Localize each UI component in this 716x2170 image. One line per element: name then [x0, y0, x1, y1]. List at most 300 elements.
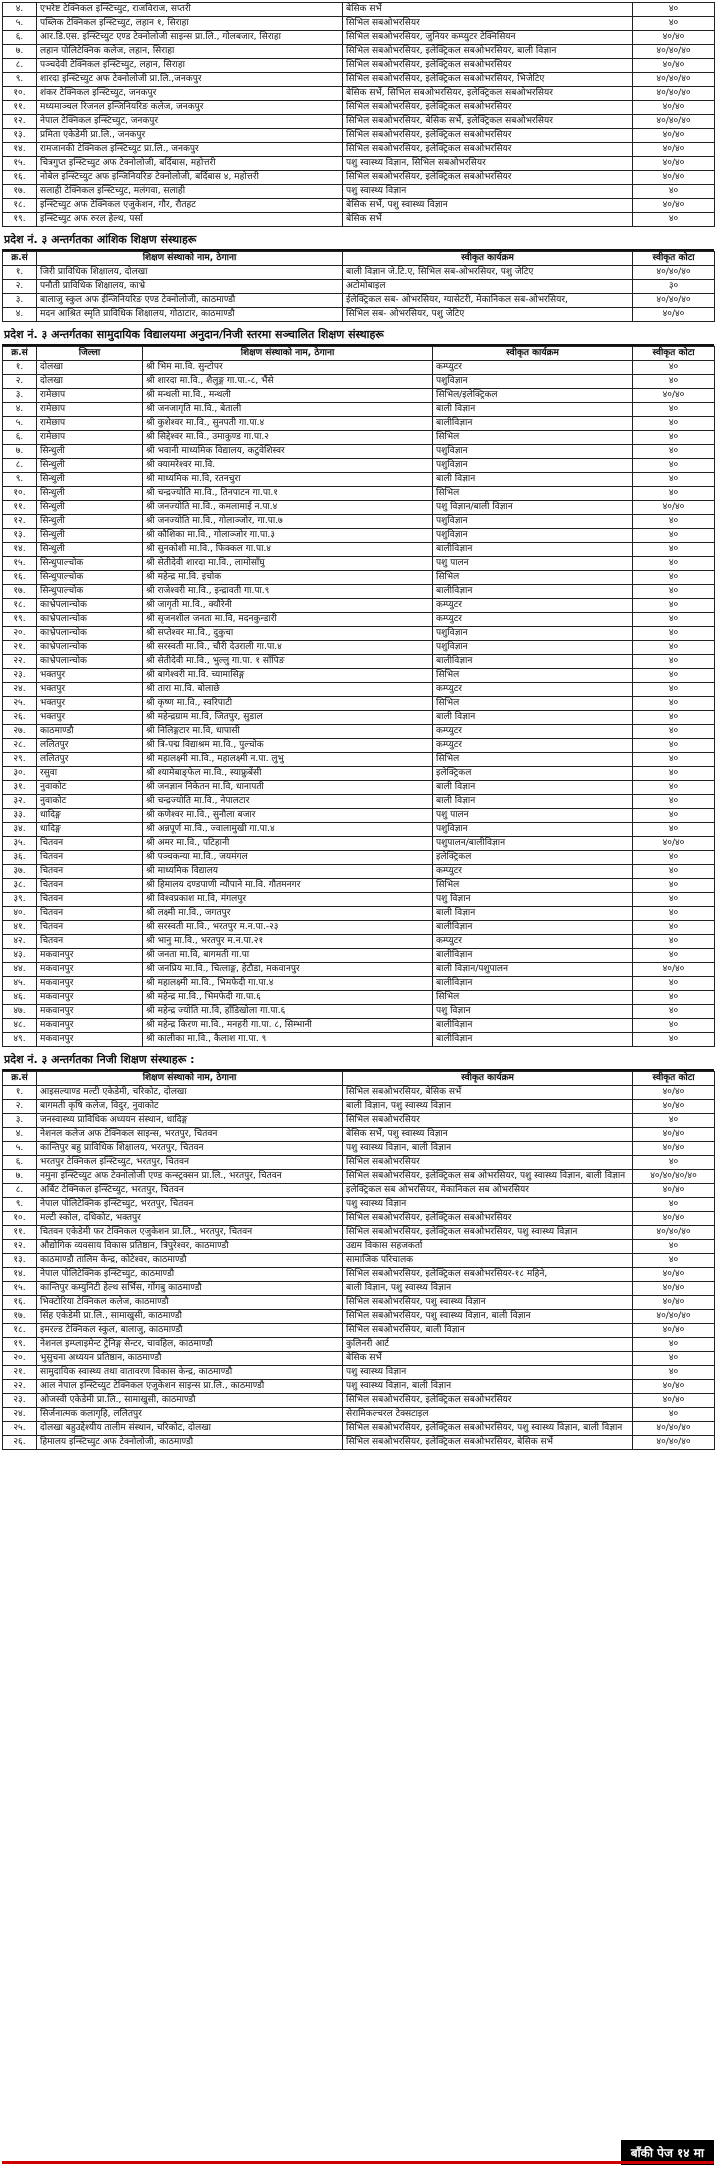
table-row	[3, 487, 715, 501]
cell-serial: ४०.	[3, 907, 37, 921]
cell-quota: ४०/४०/४०	[633, 1422, 715, 1436]
cell-serial: १९.	[3, 613, 37, 627]
cell-quota: ४०	[633, 753, 715, 767]
cell-institution: सिंह एकेडेमी प्रा.लि., सामाखुसी, काठमाण्डौ	[37, 1310, 343, 1324]
cell-program: सिभिल सबओभरसियर, बेसिक सर्भे	[343, 1086, 633, 1100]
cell-serial: ८.	[3, 459, 37, 473]
cell-serial: १०.	[3, 87, 37, 101]
cell-institution: श्री हिमालय दण्डपाणी न्यौपाने मा.वि. गौतमनगर	[143, 879, 433, 893]
cell-program: इलेक्ट्रिकल	[433, 767, 633, 781]
cell-quota: ४०	[633, 1352, 715, 1366]
cell-program: बालीविज्ञान	[433, 949, 633, 963]
table-row	[3, 101, 715, 115]
cell-institution: श्री चन्द्रज्योति मा.वि., तिनपाटन गा.पा.१	[143, 487, 433, 501]
cell-institution: एभरेष्ट टेक्निकल इन्स्टिच्युट, राजविराज, सप्तरी	[37, 3, 343, 17]
cell-institution: नोबेल इन्स्टिच्युट अफ इन्जिनियरिङ टेक्नोलोजी, बर्दिबास ४, महोत्तरी	[37, 171, 343, 185]
cell-program: उद्यम विकास सहजकर्ता	[343, 1240, 633, 1254]
table-province2-continued	[2, 2, 715, 227]
cell-quota: ४०/४०	[633, 1184, 715, 1198]
cell-serial: २३.	[3, 669, 37, 683]
cell-district: चितवन	[37, 893, 143, 907]
cell-program: सिभिल सबओभरसियर, बाली विज्ञान	[343, 1324, 633, 1338]
table-row	[3, 543, 715, 557]
cell-quota: ४०	[633, 3, 715, 17]
cell-quota: ४०/४०	[633, 1380, 715, 1394]
cell-program: सिभिल सबओभरसियर, इलेक्ट्रिकल सब ओभरसियर, पशु स्वास्थ्य विज्ञान, बाली विज्ञान	[343, 1170, 633, 1184]
table-row	[3, 1128, 715, 1142]
cell-institution: भुसुचना अध्ययन प्रतिष्ठान, काठमाण्डौ	[37, 1352, 343, 1366]
cell-quota: ४०	[633, 893, 715, 907]
table-row	[3, 1212, 715, 1226]
cell-quota: ४०/४०	[633, 1268, 715, 1282]
cell-institution: श्री त्रि-पद्म विद्याश्रम मा.वि., पुल्चोक	[143, 739, 433, 753]
continued-on-page-label: बाँकी पेज १४ मा	[621, 2140, 714, 2165]
cell-quota: ४०	[633, 809, 715, 823]
cell-program: सिभिल सबओभरसियर, इलेक्ट्रिकल सबओभरसियर-१८ महिने,	[343, 1268, 633, 1282]
table-row	[3, 389, 715, 403]
header-program: स्वीकृत कार्यक्रम	[343, 252, 633, 266]
cell-serial: २.	[3, 1100, 37, 1114]
cell-institution: श्री जनज्योति मा.वि., कमलामाई न.पा.४	[143, 501, 433, 515]
cell-serial: १.	[3, 266, 37, 280]
table-row	[3, 823, 715, 837]
table-row	[3, 669, 715, 683]
cell-serial: १९.	[3, 213, 37, 227]
cell-serial: ५.	[3, 17, 37, 31]
cell-district: मकवानपुर	[37, 977, 143, 991]
table-row	[3, 921, 715, 935]
cell-serial: १४.	[3, 543, 37, 557]
table-row	[3, 199, 715, 213]
cell-institution: नेपाल पोलिटेक्निक इन्स्टिच्युट, काठमाण्डौ	[37, 1268, 343, 1282]
cell-program: पशु विज्ञान	[433, 1005, 633, 1019]
table-row	[3, 585, 715, 599]
header-institution: शिक्षण संस्थाको नाम, ठेगाना	[37, 1072, 343, 1086]
table-header-row	[3, 252, 715, 266]
cell-quota: ४०/४०/४०	[633, 115, 715, 129]
cell-program: पशु पालन	[433, 557, 633, 571]
cell-serial: ६.	[3, 1156, 37, 1170]
cell-quota: ४०	[633, 375, 715, 389]
document-page	[2, 2, 714, 2160]
table-row	[3, 59, 715, 73]
bottom-divider	[2, 2161, 714, 2164]
cell-program: कम्प्युटर	[433, 865, 633, 879]
cell-serial: २७.	[3, 725, 37, 739]
header-quota: स्वीकृत कोटा	[633, 347, 715, 361]
cell-institution: श्री जनज्योति मा.वि., गोलाञ्जोर, गा.पा.७	[143, 515, 433, 529]
table-row	[3, 143, 715, 157]
cell-serial: ६.	[3, 31, 37, 45]
table-header-row	[3, 347, 715, 361]
cell-serial: २९.	[3, 753, 37, 767]
header-district: जिल्ला	[37, 347, 143, 361]
cell-institution: इमरल्ड टेक्निकल स्कुल, बालाजु, काठमाण्डौ	[37, 1324, 343, 1338]
table-row	[3, 655, 715, 669]
cell-program: सिभिल	[433, 669, 633, 683]
cell-program: सिभिल सबओभरसियर, इलेक्ट्रिकल सबओभरसियर, भिजेटिए	[343, 73, 633, 87]
cell-institution: श्री कृष्ण मा.वि., स्वरिपाटी	[143, 697, 433, 711]
cell-program: कम्प्युटर	[433, 935, 633, 949]
cell-quota: ४०	[633, 711, 715, 725]
cell-district: चितवन	[37, 907, 143, 921]
cell-institution: श्री कालीका मा.वि., कैलाश गा.पा. ९	[143, 1033, 433, 1047]
cell-institution: श्री चन्द्रज्योति मा.वि., नेपालटार	[143, 795, 433, 809]
cell-program: ईलेक्ट्रिकल सब- ओभरसियर, ग्यासेटरी, मेकानिकल सब-ओभरसियर,	[343, 294, 633, 308]
cell-serial: ५.	[3, 417, 37, 431]
cell-institution: श्री अमर मा.वि., पटिहानी	[143, 837, 433, 851]
cell-district: चितवन	[37, 921, 143, 935]
cell-institution: श्री महेन्द्र मा.वि., भिमफेदी गा.पा.६	[143, 991, 433, 1005]
cell-serial: १२.	[3, 515, 37, 529]
cell-serial: ७.	[3, 445, 37, 459]
cell-program: बेसिक सर्भे	[343, 1352, 633, 1366]
cell-program: पशुविज्ञान	[433, 375, 633, 389]
cell-serial: २५.	[3, 1422, 37, 1436]
cell-institution: नेपाल पोलिटेक्निक इन्स्टिच्युट, भरतपुर, चितवन	[37, 1198, 343, 1212]
cell-quota: ४०/४०/४०	[633, 45, 715, 59]
cell-serial: २४.	[3, 1408, 37, 1422]
cell-serial: १.	[3, 1086, 37, 1100]
cell-quota: ४०	[633, 977, 715, 991]
cell-district: रामेछाप	[37, 403, 143, 417]
cell-institution: काठमाण्डौ तालिम केन्द्र, कोटेश्वर, काठमाण्डौ	[37, 1254, 343, 1268]
cell-quota: ४०	[633, 599, 715, 613]
cell-district: काठमाण्डौ	[37, 725, 143, 739]
cell-serial: ३५.	[3, 837, 37, 851]
cell-quota: ४०/४०	[633, 1394, 715, 1408]
cell-institution: श्री जनज्ञान निकेतन मा.वि, धानापती	[143, 781, 433, 795]
cell-serial: ४३.	[3, 949, 37, 963]
table-row	[3, 1170, 715, 1184]
cell-district: भक्तपुर	[37, 711, 143, 725]
cell-district: मकवानपुर	[37, 1033, 143, 1047]
cell-serial: ४.	[3, 1128, 37, 1142]
cell-program: सिभिल सब- ओभरसियर, पशु जेटिए	[343, 308, 633, 322]
cell-quota: ४०	[633, 1114, 715, 1128]
cell-serial: १७.	[3, 1310, 37, 1324]
cell-institution: श्री सिद्देश्वर मा.वि., उमाकुण्ड गा.पा.२	[143, 431, 433, 445]
cell-district: सिन्धुली	[37, 515, 143, 529]
cell-program: पशु स्वास्थ्य विज्ञान	[343, 1366, 633, 1380]
cell-program: सिभिल	[433, 879, 633, 893]
cell-institution: श्री माध्यमिक विद्यालय	[143, 865, 433, 879]
cell-program: पशु स्वास्थ्य विज्ञान	[343, 185, 633, 199]
table-row	[3, 851, 715, 865]
cell-serial: ३.	[3, 1114, 37, 1128]
section-title-community-schools: प्रदेश नं. ३ अन्तर्गतका सामुदायिक विद्यालयमा अनुदान/निजी स्तरमा सञ्चालित शिक्षण संस्थाहरू	[2, 324, 714, 346]
cell-serial: १३.	[3, 529, 37, 543]
cell-institution: श्री बागेश्वरी मा.वि. च्यामासिङ्ग	[143, 669, 433, 683]
cell-program: बालीविज्ञान	[433, 977, 633, 991]
cell-program: सिभिल	[433, 487, 633, 501]
header-quota: स्वीकृत कोटा	[633, 1072, 715, 1086]
cell-district: नुवाकोट	[37, 795, 143, 809]
cell-institution: इन्स्टिच्युट अफ रुरल हेल्थ, पर्सा	[37, 213, 343, 227]
cell-institution: श्री सेतीदेवी शारदा मा.वि., लामोसाँघु	[143, 557, 433, 571]
table-partial-institutions	[2, 251, 715, 322]
cell-serial: १४.	[3, 1268, 37, 1282]
cell-serial: १३.	[3, 129, 37, 143]
cell-program: बालीविज्ञान	[433, 585, 633, 599]
cell-program: कम्प्युटर	[433, 683, 633, 697]
table-row	[3, 1296, 715, 1310]
table-row	[3, 837, 715, 851]
cell-quota: ४०/४०	[633, 963, 715, 977]
cell-serial: ५.	[3, 1142, 37, 1156]
cell-quota: ४०	[633, 613, 715, 627]
cell-program: पशु स्वास्थ्य विज्ञान, बाली विज्ञान	[343, 1380, 633, 1394]
header-program: स्वीकृत कार्यक्रम	[343, 1072, 633, 1086]
cell-serial: ३८.	[3, 879, 37, 893]
cell-quota: ४०	[633, 529, 715, 543]
cell-serial: ७.	[3, 45, 37, 59]
cell-program: बेसिक सर्भे	[343, 213, 633, 227]
cell-serial: ४७.	[3, 1005, 37, 1019]
cell-program: सिभिल	[433, 991, 633, 1005]
table-row	[3, 1380, 715, 1394]
cell-institution: श्री जनता मा.वि, बागमती गा.पा	[143, 949, 433, 963]
cell-quota: ४०/४०	[633, 1296, 715, 1310]
cell-district: काभ्रेपलान्चोक	[37, 613, 143, 627]
table-row	[3, 294, 715, 308]
cell-institution: श्री महेन्द्र किरण मा.वि., मनहरी गा.पा. ८, सिम्भानी	[143, 1019, 433, 1033]
table-row	[3, 1086, 715, 1100]
table-body	[3, 1086, 715, 1450]
cell-serial: ४९.	[3, 1033, 37, 1047]
cell-quota: ४०	[633, 417, 715, 431]
cell-institution: श्री सृजनशील जनता मा.वि, मदनकुन्डारी	[143, 613, 433, 627]
table-row	[3, 417, 715, 431]
cell-institution: बालाजु स्कुल अफ ईन्जिनियरिङ एण्ड टेक्नोलोजी, काठमाण्डौ	[37, 294, 343, 308]
cell-program: पशुविज्ञान	[433, 445, 633, 459]
cell-serial: ७.	[3, 1170, 37, 1184]
cell-serial: ९.	[3, 73, 37, 87]
table-row	[3, 557, 715, 571]
cell-quota: ४०	[633, 543, 715, 557]
cell-serial: १.	[3, 361, 37, 375]
cell-serial: २२.	[3, 655, 37, 669]
cell-institution: शारदा इन्स्टिच्युट अफ टेक्नोलोजी प्रा.लि.,जनकपुर	[37, 73, 343, 87]
table-row	[3, 1005, 715, 1019]
cell-program: बाली विज्ञान	[433, 403, 633, 417]
cell-serial: १५.	[3, 557, 37, 571]
table-row	[3, 1100, 715, 1114]
cell-program: बालीविज्ञान	[433, 1019, 633, 1033]
cell-quota: ४०	[633, 795, 715, 809]
cell-program: कुलिनरी आर्ट	[343, 1338, 633, 1352]
header-institution: शिक्षण संस्थाको नाम, ठेगाना	[143, 347, 433, 361]
table-row	[3, 571, 715, 585]
cell-program: सिभिल सबओभरसियर, इलेक्ट्रिकल सबओभरसियर, बेसिक सर्भे	[343, 1436, 633, 1450]
cell-institution: हिमालय इन्स्टिच्युट अफ टेक्नोलोजी, काठमाण्डौ	[37, 1436, 343, 1450]
table-row	[3, 767, 715, 781]
table-row	[3, 17, 715, 31]
cell-district: रामेछाप	[37, 431, 143, 445]
cell-quota: ४०/४०/४०	[633, 294, 715, 308]
cell-institution: श्री लक्ष्मी मा.वि., जगतपुर	[143, 907, 433, 921]
cell-quota: ४०/४०/४०	[633, 73, 715, 87]
cell-institution: आल नेपाल इन्स्टिच्युट टेक्निकल एजुकेशन साइन्स प्रा.लि., काठमाण्डौ	[37, 1380, 343, 1394]
cell-institution: श्री भिम मा.वि. सुन्टोपर	[143, 361, 433, 375]
cell-program: पशु विज्ञान	[433, 893, 633, 907]
cell-serial: १४.	[3, 143, 37, 157]
cell-district: काभ्रेपलान्चोक	[37, 599, 143, 613]
cell-serial: ४५.	[3, 977, 37, 991]
cell-quota: ४०	[633, 361, 715, 375]
cell-institution: नेपाल टेक्निकल इन्स्टिच्युट, जनकपुर	[37, 115, 343, 129]
cell-program: पशुविज्ञान	[433, 529, 633, 543]
cell-quota: ४०	[633, 515, 715, 529]
cell-district: मकवानपुर	[37, 949, 143, 963]
cell-serial: १८.	[3, 1324, 37, 1338]
table-row	[3, 711, 715, 725]
table-row	[3, 73, 715, 87]
cell-institution: पञ्चदेवी टेक्निकल इन्स्टिच्युट, लहान, सिराहा	[37, 59, 343, 73]
cell-district: काभ्रेपलान्चोक	[37, 655, 143, 669]
cell-institution: श्री कुशेश्वर मा.वि., सुनपती गा.पा.४	[143, 417, 433, 431]
table-row	[3, 1019, 715, 1033]
cell-serial: ३०.	[3, 767, 37, 781]
table-row	[3, 1422, 715, 1436]
cell-program: सिभिल सबओभरसियर, बेसिक सर्भे, इलेक्ट्रिकल सबओभरसियर	[343, 115, 633, 129]
cell-institution: पब्लिक टेक्निकल इन्स्टिच्युट, लहान १, सिराहा	[37, 17, 343, 31]
cell-quota: ४०/४०	[633, 501, 715, 515]
cell-program: सिभिल सबओभरसियर, इलेक्ट्रिकल सबओभरसियर, पशु स्वास्थ्य विज्ञान	[343, 1226, 633, 1240]
cell-program: बाली विज्ञान	[433, 473, 633, 487]
table-row	[3, 1310, 715, 1324]
table-row	[3, 1352, 715, 1366]
cell-program: सिभिल सबओभरसियर	[343, 1156, 633, 1170]
cell-institution: श्री कौशिका मा.वि., गोलाञ्जोर गा.पा.३	[143, 529, 433, 543]
cell-quota: ४०	[633, 879, 715, 893]
cell-serial: २२.	[3, 1380, 37, 1394]
cell-program: सामाजिक परिचालक	[343, 1254, 633, 1268]
cell-program: पशुविज्ञान	[433, 641, 633, 655]
cell-quota: ४०	[633, 655, 715, 669]
cell-district: भक्तपुर	[37, 697, 143, 711]
cell-quota: ४०	[633, 1033, 715, 1047]
cell-quota: ४०/४०	[633, 59, 715, 73]
table-row	[3, 893, 715, 907]
header-program: स्वीकृत कार्यक्रम	[433, 347, 633, 361]
table-row	[3, 725, 715, 739]
cell-quota: ४०	[633, 935, 715, 949]
cell-quota: ४०/४०/४०	[633, 1436, 715, 1450]
cell-district: चितवन	[37, 879, 143, 893]
cell-program: पशु पालन	[433, 809, 633, 823]
table-row	[3, 879, 715, 893]
cell-program: पशुविज्ञान	[433, 823, 633, 837]
cell-quota: ४०/४०/४०	[633, 1226, 715, 1240]
cell-program: बाली विज्ञान जे.टि.ए, सिभिल सब-ओभरसियर, पशु जेटिए	[343, 266, 633, 280]
cell-institution: श्री श्यामेबाङ्फेल मा.वि., स्याफ्रुबेंसी	[143, 767, 433, 781]
table-row	[3, 1254, 715, 1268]
table-row	[3, 809, 715, 823]
cell-serial: ३.	[3, 389, 37, 403]
cell-program: सिभिल/इलेक्ट्रिकल	[433, 389, 633, 403]
cell-program: सिभिल सबओभरसियर	[343, 1114, 633, 1128]
cell-institution: श्री पञ्चकन्या मा.वि., जयमंगल	[143, 851, 433, 865]
table-row	[3, 1142, 715, 1156]
cell-district: चितवन	[37, 851, 143, 865]
cell-quota: ४०	[633, 865, 715, 879]
table-row	[3, 1184, 715, 1198]
cell-institution: लहान पोलिटेक्निक कलेज, लहान, सिराहा	[37, 45, 343, 59]
cell-institution: श्री राजेश्वरी मा.वि., इन्द्रावती गा.पा.९	[143, 585, 433, 599]
table-row	[3, 129, 715, 143]
table-row	[3, 361, 715, 375]
cell-district: सिन्धुपाल्चोक	[37, 571, 143, 585]
cell-serial: ३.	[3, 294, 37, 308]
cell-institution: सामुदायिक स्वास्थ्य तथा वातावरण विकास केन्द्र, काठमाण्डौ	[37, 1366, 343, 1380]
cell-institution: श्री क्यामरेश्वर मा.वि.	[143, 459, 433, 473]
cell-district: रामेछाप	[37, 389, 143, 403]
cell-quota: ४०/४०	[633, 171, 715, 185]
cell-institution: श्री अन्नपूर्ण मा.वि., ज्वालामुखी गा.पा.४	[143, 823, 433, 837]
cell-institution: श्री जनजागृति मा.वि., बेताली	[143, 403, 433, 417]
table-row	[3, 697, 715, 711]
cell-program: बालीविज्ञान	[433, 1033, 633, 1047]
table-row	[3, 781, 715, 795]
cell-program: बाली विज्ञान, पशु स्वास्थ्य विज्ञान	[343, 1282, 633, 1296]
table-row	[3, 683, 715, 697]
cell-program: पशुविज्ञान	[433, 627, 633, 641]
cell-program: बालीविज्ञान	[433, 543, 633, 557]
cell-quota: ४०/४०	[633, 143, 715, 157]
cell-program: सिभिल सबओभरसियर, इलेक्ट्रिकल सबओभरसियर	[343, 129, 633, 143]
cell-quota: ४०	[633, 431, 715, 445]
cell-program: इलेक्ट्रिकल	[433, 851, 633, 865]
cell-quota: ४०	[633, 445, 715, 459]
cell-program: पशुविज्ञान	[433, 515, 633, 529]
cell-institution: मध्यमाञ्चल रिजनल इन्जिनियरिङ कलेज, जनकपुर	[37, 101, 343, 115]
table-row	[3, 1268, 715, 1282]
table-row	[3, 280, 715, 294]
cell-district: सिन्धुली	[37, 459, 143, 473]
cell-institution: श्री महेन्द्रग्राम मा.वि, जितपुर, सुडाल	[143, 711, 433, 725]
cell-quota: ४०	[633, 1240, 715, 1254]
cell-program: सिभिल	[433, 697, 633, 711]
cell-program: कम्प्युटर	[433, 361, 633, 375]
cell-program: बालीविज्ञान	[433, 921, 633, 935]
cell-quota: ४०	[633, 767, 715, 781]
cell-district: मकवानपुर	[37, 991, 143, 1005]
cell-program: सिभिल सबओभरसियर, इलेक्ट्रिकल सबओभरसियर, बाली विज्ञान	[343, 45, 633, 59]
cell-institution: श्री शारदा मा.वि., शैलुङ्ग गा.पा.-८, भैंसे	[143, 375, 433, 389]
table-row	[3, 403, 715, 417]
cell-program: सिभिल सबओभरसियर, पशु स्वास्थ्य विज्ञान	[343, 1296, 633, 1310]
cell-serial: १५.	[3, 1282, 37, 1296]
cell-serial: २६.	[3, 711, 37, 725]
table-row	[3, 87, 715, 101]
table-row	[3, 3, 715, 17]
cell-quota: ४०/४०	[633, 308, 715, 322]
table-row	[3, 641, 715, 655]
table-row	[3, 1282, 715, 1296]
cell-institution: श्री सप्तेश्वर मा.वि., दुकुचा	[143, 627, 433, 641]
cell-quota: ४०	[633, 403, 715, 417]
cell-district: चितवन	[37, 865, 143, 879]
cell-quota: ४०	[633, 725, 715, 739]
cell-serial: ४.	[3, 403, 37, 417]
cell-quota: ४०	[633, 557, 715, 571]
cell-serial: ४२.	[3, 935, 37, 949]
cell-institution: आर.डि.एस. इन्स्टिच्युट एण्ड टेक्नोलोजी साइन्स प्रा.लि., गोलबजार, सिराहा	[37, 31, 343, 45]
table-row	[3, 1408, 715, 1422]
table-row	[3, 473, 715, 487]
cell-district: मकवानपुर	[37, 963, 143, 977]
